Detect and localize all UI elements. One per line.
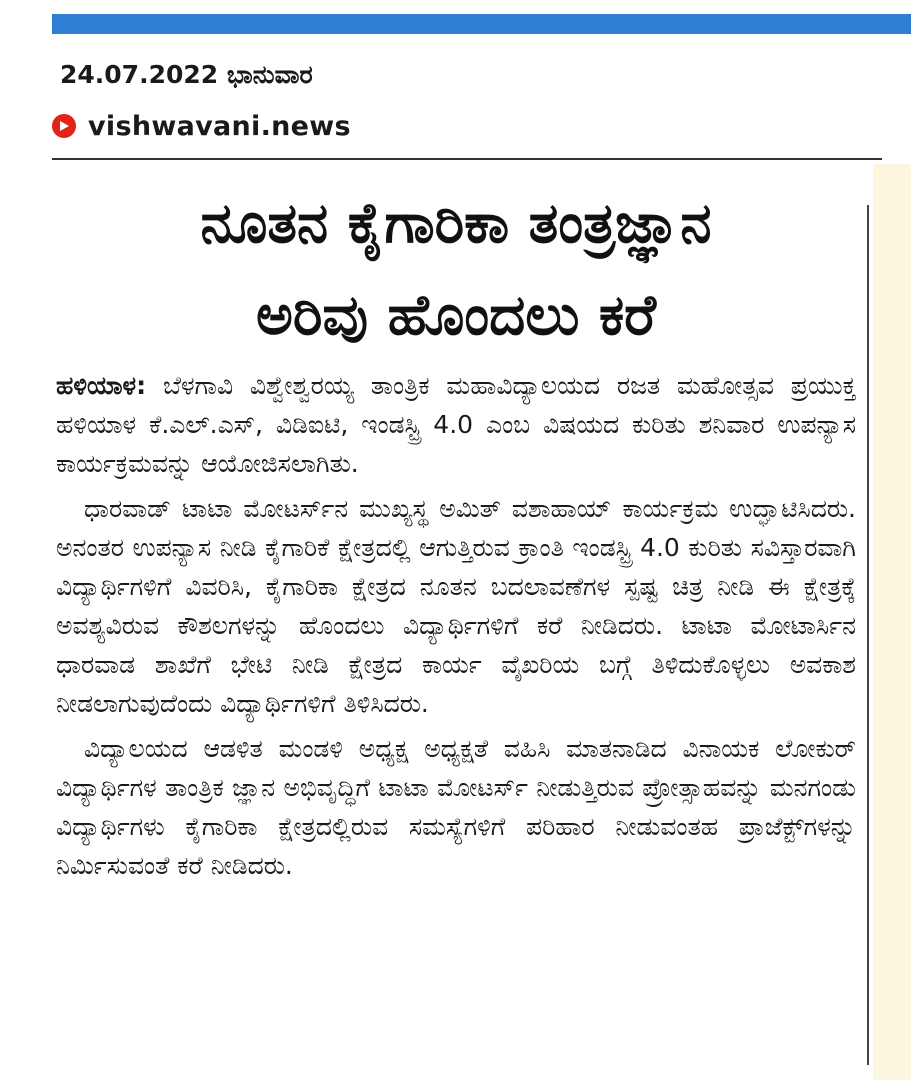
paragraph-1-text: ಬೆಳಗಾವಿ ವಿಶ್ವೇಶ್ವರಯ್ಯ ತಾಂತ್ರಿಕ ಮಹಾವಿದ್ಯಾಲಯದ ರಜತ ಮಹೋತ್ಸವ ಪ್ರಯುಕ್ತ ಹಳಿಯಾಳ ಕೆ.ಎಲ್.ಎಸ್, ವಿಡಿಐಟಿ, ಇಂಡಸ್ಟ್ರಿ 4.0 ಎಂಬ ವಿಷಯದ ಕುರಿತು ಶನಿವಾರ ಉಪನ್ಯಾಸ ಕಾರ್ಯಕ್ರಮವನ್ನು ಆಯೋಜಿಸಲಾಗಿತು.	[56, 371, 856, 478]
adjacent-column-strip	[873, 164, 911, 1080]
publication-date: 24.07.2022 ಭಾನುವಾರ	[60, 60, 313, 89]
vishwavani-play-logo-icon	[52, 114, 76, 138]
dateline: ಹಳಿಯಾಳ:	[56, 371, 147, 400]
column-divider	[867, 205, 869, 1065]
article-paragraph-2: ಧಾರವಾಡ್ ಟಾಟಾ ಮೋಟರ್ಸ್‌ನ ಮುಖ್ಯಸ್ಥ ಅಮಿತ್ ವಶಾಹಾಯ್ ಕಾರ್ಯಕ್ರಮ ಉದ್ಘಾಟಿಸಿದರು. ಅನಂತರ ಉಪನ್ಯಾಸ ನೀಡಿ ಕೈಗಾರಿಕೆ ಕ್ಷೇತ್ರದಲ್ಲಿ ಆಗುತ್ತಿರುವ ಕ್ರಾಂತಿ ಇಂಡಸ್ಟ್ರಿ 4.0 ಕುರಿತು ಸವಿಸ್ತಾರವಾಗಿ ವಿದ್ಯಾರ್ಥಿಗಳಿಗೆ ವಿವರಿಸಿ, ಕೈಗಾರಿಕಾ ಕ್ಷೇತ್ರದ ನೂತನ ಬದಲಾವಣೆಗಳ ಸ್ಪಷ್ಟ ಚಿತ್ರ ನೀಡಿ ಈ ಕ್ಷೇತ್ರಕ್ಕೆ ಅವಶ್ಯವಿರುವ ಕೌಶಲಗಳನ್ನು ಹೊಂದಲು ವಿದ್ಯಾರ್ಥಿಗಳಿಗೆ ಕರೆ ನೀಡಿದರು. ಟಾಟಾ ಮೋಟಾರ್ಸಿನ ಧಾರವಾಡ ಶಾಖೆಗೆ ಭೇಟಿ ನೀಡಿ ಕ್ಷೇತ್ರದ ಕಾರ್ಯ ವೈಖರಿಯ ಬಗ್ಗೆ ತಿಳಿದುಕೊಳ್ಳಲು ಅವಕಾಶ ನೀಡಲಾಗುವುದೆಂದು ವಿದ್ಯಾರ್ಥಿಗಳಿಗೆ ತಿಳಿಸಿದರು.	[56, 494, 856, 718]
headline-line-2: ಅರಿವು ಹೊಂದಲು ಕರೆ	[255, 283, 657, 348]
article-paragraph-1	[56, 366, 856, 483]
site-source[interactable]	[52, 108, 351, 144]
site-name[interactable]: vishwavani.news	[88, 110, 351, 142]
article-headline	[56, 178, 856, 362]
article-body	[56, 366, 856, 891]
headline-line-1: ನೂತನ ಕೈಗಾರಿಕಾ ತಂತ್ರಜ್ಞಾನ	[200, 191, 712, 256]
top-accent-bar	[52, 14, 911, 34]
article-paragraph-3: ವಿದ್ಯಾಲಯದ ಆಡಳಿತ ಮಂಡಳಿ ಅಧ್ಯಕ್ಷ ಅಧ್ಯಕ್ಷತೆ ವಹಿಸಿ ಮಾತನಾಡಿದ ವಿನಾಯಕ ಲೋಕುರ್ ವಿದ್ಯಾರ್ಥಿಗಳ ತಾಂತ್ರಿಕ ಜ್ಞಾನ ಅಭಿವೃದ್ಧಿಗೆ ಟಾಟಾ ಮೋಟರ್ಸ್ ನೀಡುತ್ತಿರುವ ಪ್ರೋತ್ಸಾಹವನ್ನು ಮನಗಂಡು ವಿದ್ಯಾರ್ಥಿಗಳು ಕೈಗಾರಿಕಾ ಕ್ಷೇತ್ರದಲ್ಲಿರುವ ಸಮಸ್ಯೆಗಳಿಗೆ ಪರಿಹಾರ ನೀಡುವಂತಹ ಪ್ರಾಜೆಕ್ಟ್‌ಗಳನ್ನು ನಿರ್ಮಿಸುವಂತೆ ಕರೆ ನೀಡಿದರು.	[56, 734, 856, 880]
header-divider	[52, 158, 882, 160]
